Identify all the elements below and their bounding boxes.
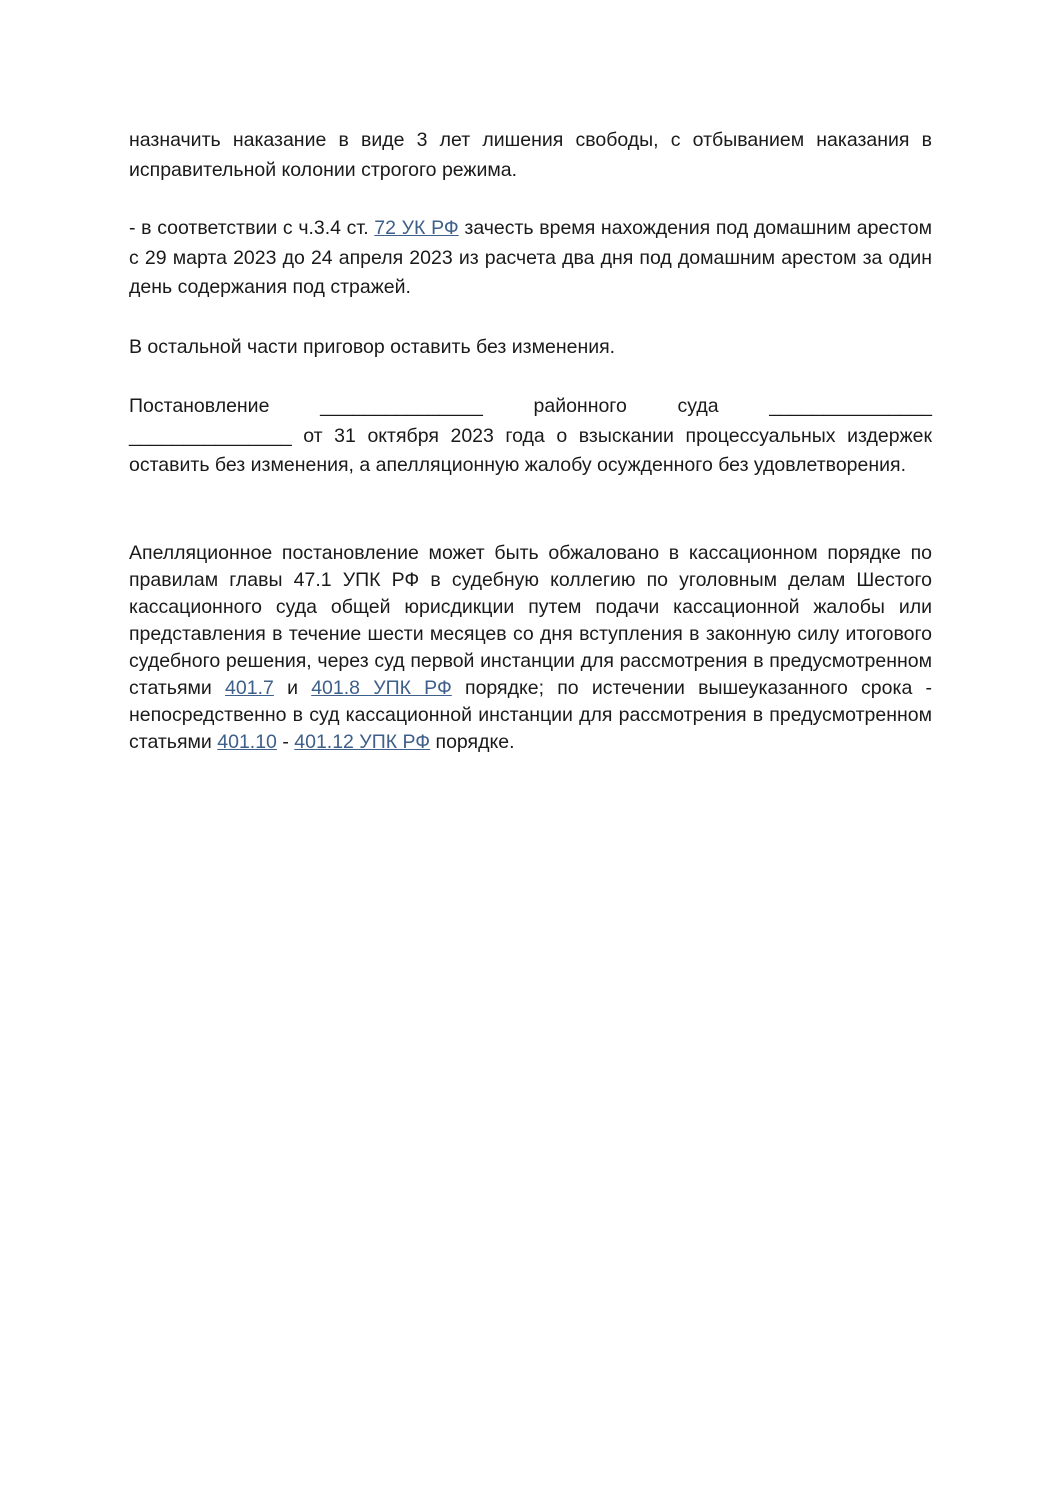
appeal-part3: порядке; по истечении вышеуказанного срока - непосредственно в суд кассационной инстанции для рассмотрения в предусмотренном статьями [129, 677, 932, 753]
blank-court-name: _______________ [320, 395, 483, 417]
house-arrest-after: зачесть время нахождения под домашним арестом с 29 марта 2023 до 24 апреля 2023 из расчета два дня под домашним арестом за один день содержания под стражей. [129, 217, 932, 298]
appeal-part1: Апелляционное постановление может быть обжаловано в кассационном порядке по правилам главы 47.1 УПК РФ в судебную коллегию по уголовным делам Шестого кассационного суда общей юрисдикции путем подачи кассационной жалобы или представления в течение шести месяцев со дня вступления в законную силу итогового судебного решения, через суд первой инстанции для рассмотрения в предусмотренном статьями [129, 542, 932, 699]
link-72-uk-rf[interactable]: 72 УК РФ [374, 217, 459, 239]
appeal-text [129, 540, 932, 756]
link-401-10[interactable]: 401.10 [217, 731, 277, 753]
sentence-text: назначить наказание в виде 3 лет лишения свободы, с отбыванием наказания в исправительной колонии строгого режима. [129, 129, 932, 181]
paragraph-remainder [129, 333, 932, 363]
paragraph-resolution [129, 392, 932, 481]
appeal-part5: порядке. [430, 731, 515, 753]
appeal-part4: - [276, 731, 295, 753]
paragraph-house-arrest [129, 214, 932, 303]
link-401-7[interactable]: 401.7 [225, 677, 274, 699]
district-word: районного [533, 395, 627, 417]
link-401-12-upk-rf[interactable]: 401.12 УПК РФ [294, 731, 431, 753]
resolution-word: Постановление [129, 395, 270, 417]
resolution-text: от 31 октября 2023 года о взыскании процессуальных издержек оставить без изменения, а апелляционную жалобу осужденного без удовлетворения. [129, 424, 932, 476]
resolution-first-line [129, 392, 932, 422]
paragraph-sentence [129, 126, 932, 185]
house-arrest-before: - в соответствии с ч.3.4 ст. [129, 217, 375, 239]
court-word: суда [677, 395, 719, 417]
resolution-rest [129, 422, 932, 481]
appeal-part2: и [273, 677, 312, 699]
link-401-8-upk-rf[interactable]: 401.8 УПК РФ [311, 677, 452, 699]
house-arrest-text [129, 214, 932, 303]
paragraph-appeal [129, 540, 932, 756]
blank-judge: _______________ [129, 424, 292, 447]
remainder-text: В остальной части приговор оставить без изменения. [129, 336, 616, 358]
blank-region: _______________ [769, 395, 932, 417]
